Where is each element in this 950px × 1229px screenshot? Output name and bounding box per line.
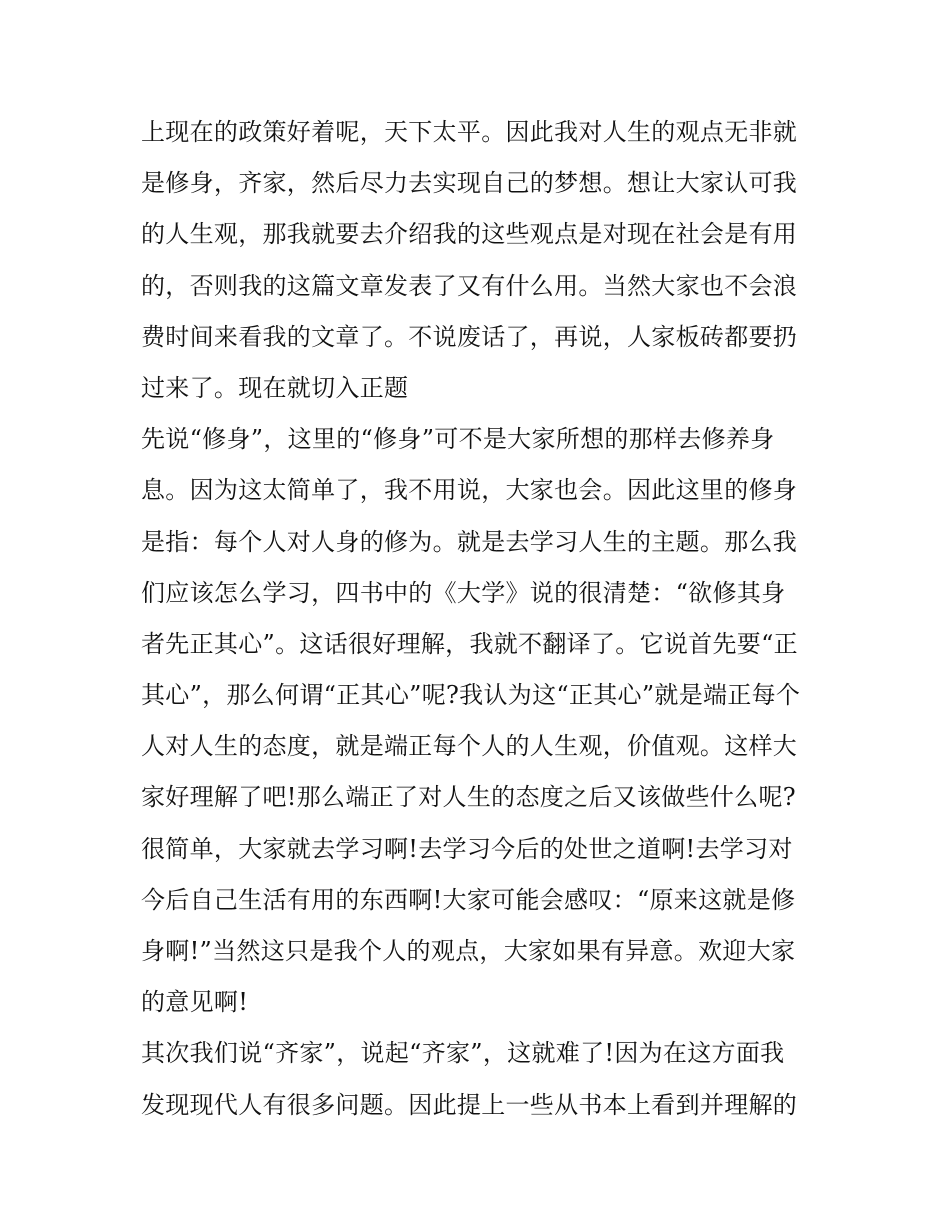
text-line: 上现在的政策好着呢，天下太平。因此我对人生的观点无非就 xyxy=(141,118,798,146)
text-line: 是修身，齐家，然后尽力去实现自己的梦想。想让大家认可我 xyxy=(141,169,798,198)
body-text xyxy=(141,107,821,1131)
text-line: 的人生观，那我就要去介绍我的这些观点是对现在社会是有用 xyxy=(141,220,798,249)
text-line: 今后自己生活有用的东西啊!大家可能会感叹：“原来这就是修 xyxy=(141,885,796,914)
text-line: 其心”，那么何谓“正其心”呢?我认为这“正其心”就是端正每个 xyxy=(141,681,801,710)
text-line: 很简单，大家就去学习啊!去学习今后的处世之道啊!去学习对 xyxy=(141,834,793,863)
text-line: 其次我们说“齐家”，说起“齐家”，这就难了!因为在这方面我 xyxy=(141,1039,785,1068)
text-line: 先说“修身”，这里的“修身”可不是大家所想的那样去修养身 xyxy=(141,425,775,454)
text-line: 过来了。现在就切入正题 xyxy=(141,373,409,402)
text-line: 人对人生的态度，就是端正每个人的人生观，价值观。这样大 xyxy=(141,732,798,761)
text-line: 是指：每个人对人身的修为。就是去学习人生的主题。那么我 xyxy=(141,527,798,556)
text-line: 者先正其心”。这话很好理解，我就不翻译了。它说首先要“正 xyxy=(141,629,798,658)
text-line: 的，否则我的这篇文章发表了又有什么用。当然大家也不会浪 xyxy=(141,271,798,300)
text-line: 的意见啊! xyxy=(141,988,249,1017)
text-line: 们应该怎么学习，四书中的《大学》说的很清楚：“欲修其身 xyxy=(141,578,786,607)
text-line: 身啊!”当然这只是我个人的观点，大家如果有异意。欢迎大家 xyxy=(141,937,796,965)
text-line: 发现现代人有很多问题。因此提上一些从书本上看到并理解的 xyxy=(141,1090,798,1119)
text-line: 息。因为这太简单了，我不用说，大家也会。因此这里的修身 xyxy=(141,476,798,505)
text-line: 费时间来看我的文章了。不说废话了，再说，人家板砖都要扔 xyxy=(141,322,798,351)
text-line: 家好理解了吧!那么端正了对人生的态度之后又该做些什么呢? xyxy=(141,783,796,812)
